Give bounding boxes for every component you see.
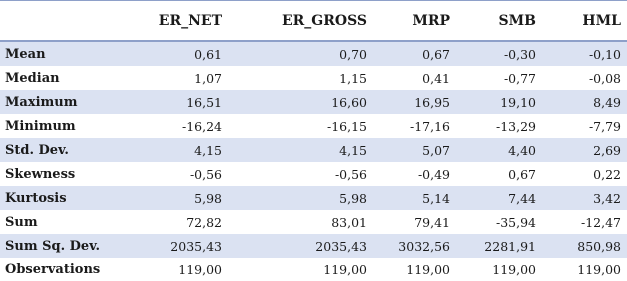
table-cell: 0,67	[508, 166, 536, 182]
table-cell: 2035,43	[118, 234, 228, 258]
table-cell: 16,60	[228, 90, 373, 114]
table-cell: 79,41	[414, 214, 450, 230]
row-label: Mean	[0, 41, 118, 66]
table-cell: 16,51	[118, 90, 228, 114]
table-row-mean	[0, 41, 627, 66]
table-cell: 0,61	[118, 41, 228, 66]
table-cell: 5,07	[373, 138, 456, 162]
table-cell: 119,00	[323, 262, 367, 277]
table-row-std-dev	[0, 138, 627, 162]
table-cell: 16,95	[373, 90, 456, 114]
table-row-kurtosis	[0, 186, 627, 210]
row-label: Median	[5, 70, 60, 86]
table-cell: 2,69	[542, 138, 627, 162]
table-cell: 8,49	[542, 90, 627, 114]
table-cell: -0,56	[334, 166, 367, 182]
table-cell: 4,40	[456, 138, 542, 162]
row-label: Skewness	[5, 166, 76, 182]
table-cell: -17,16	[409, 118, 450, 134]
table-cell: -0,08	[588, 70, 621, 86]
column-header-er-net: ER_NET	[118, 1, 228, 42]
table-cell: 2035,43	[228, 234, 373, 258]
table-cell: 5,14	[373, 186, 456, 210]
table-cell: 5,98	[228, 186, 373, 210]
header-row	[0, 1, 627, 42]
table-cell: -16,15	[326, 118, 367, 134]
table-cell: 0,70	[228, 41, 373, 66]
table-cell: 0,67	[373, 41, 456, 66]
table-cell: 119,00	[577, 262, 621, 277]
table-cell: 1,07	[194, 70, 222, 86]
row-label: Sum Sq. Dev.	[0, 234, 118, 258]
row-label: Sum	[5, 214, 38, 230]
table-cell: 5,98	[118, 186, 228, 210]
row-label: Minimum	[5, 118, 76, 134]
table-cell: 19,10	[456, 90, 542, 114]
table-cell: -0,30	[456, 41, 542, 66]
table-cell: 119,00	[406, 262, 450, 277]
table-cell: -0,49	[417, 166, 450, 182]
row-label: Maximum	[0, 90, 118, 114]
table-cell: -0,56	[189, 166, 222, 182]
table-cell: -12,47	[580, 214, 621, 230]
table-cell: -0,77	[503, 70, 536, 86]
column-header-smb: SMB	[456, 1, 542, 42]
row-label: Kurtosis	[0, 186, 118, 210]
table-cell: 2281,91	[456, 234, 542, 258]
table-row-observations	[0, 258, 627, 281]
table-cell: 850,98	[542, 234, 627, 258]
table-cell: 119,00	[492, 262, 536, 277]
table-cell: 4,15	[118, 138, 228, 162]
table-cell: 3032,56	[373, 234, 456, 258]
table-header	[0, 1, 627, 42]
table-cell: 72,82	[186, 214, 222, 230]
table-cell: -35,94	[495, 214, 536, 230]
table-cell: -7,79	[588, 118, 621, 134]
row-label: Std. Dev.	[0, 138, 118, 162]
table-row-sum-sq-dev	[0, 234, 627, 258]
header-corner-cell	[0, 1, 118, 42]
column-header-mrp: MRP	[373, 1, 456, 42]
row-label: Observations	[5, 262, 101, 277]
table-row-skewness	[0, 162, 627, 186]
table-cell: 4,15	[228, 138, 373, 162]
table-cell: 1,15	[339, 70, 367, 86]
table-cell: -16,24	[181, 118, 222, 134]
table-body	[0, 41, 627, 281]
table-row-minimum	[0, 114, 627, 138]
table-cell: 7,44	[456, 186, 542, 210]
column-header-er-gross: ER_GROSS	[228, 1, 373, 42]
table-row-median	[0, 66, 627, 90]
column-header-hml: HML	[542, 1, 627, 42]
table-cell: 0,41	[422, 70, 450, 86]
table-cell: -13,29	[495, 118, 536, 134]
table-cell: 0,22	[593, 166, 621, 182]
table-row-maximum	[0, 90, 627, 114]
table-cell: 3,42	[542, 186, 627, 210]
table-row-sum	[0, 210, 627, 234]
table-cell: 119,00	[178, 262, 222, 277]
table-cell: 83,01	[331, 214, 367, 230]
table-cell: -0,10	[542, 41, 627, 66]
